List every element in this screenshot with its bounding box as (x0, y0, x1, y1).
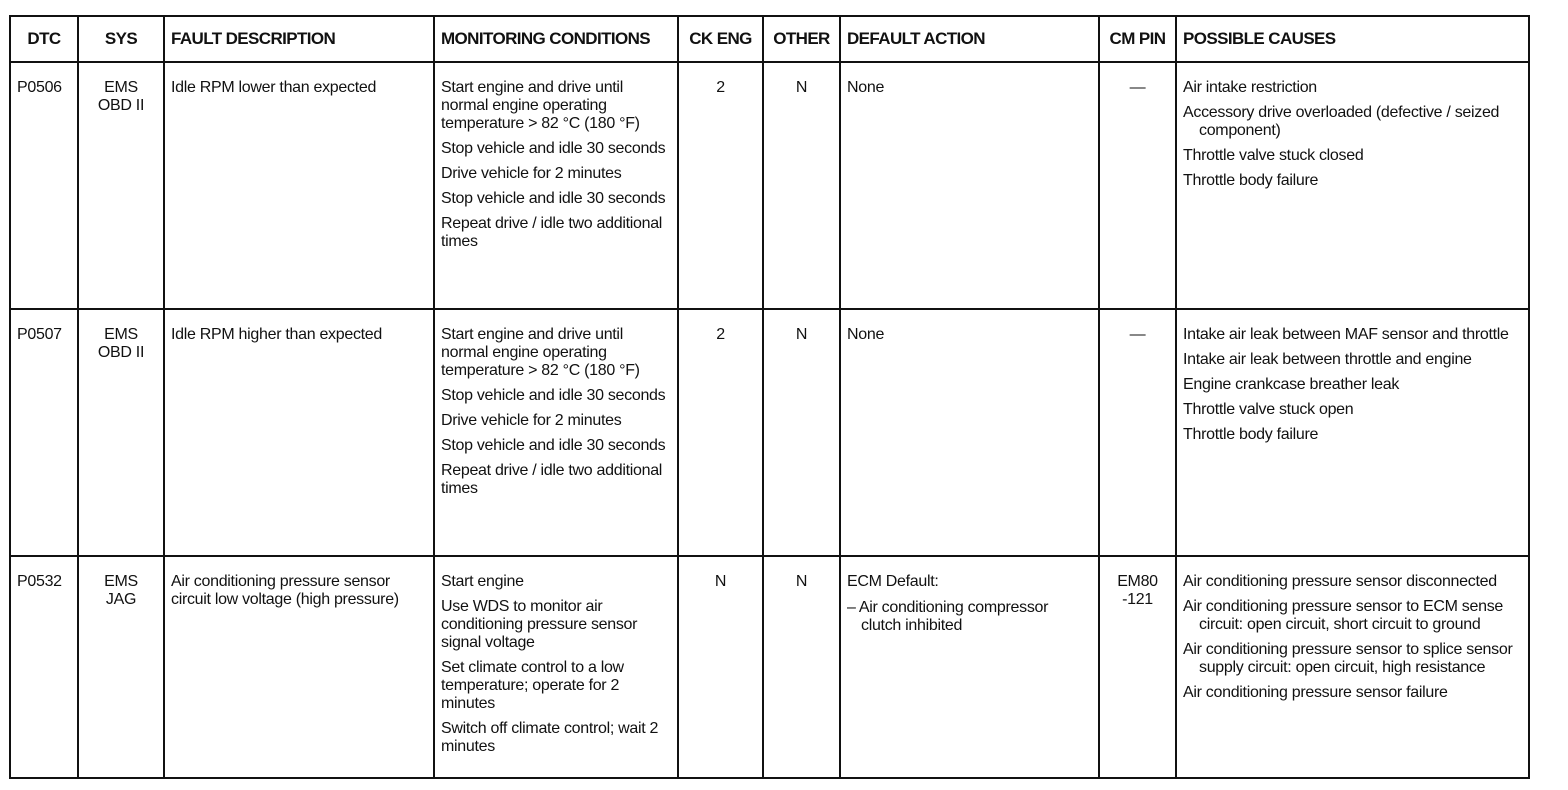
possible-causes-cell (1176, 309, 1529, 556)
ck-eng-cell: N (678, 556, 763, 778)
header-monitoring-conditions: MONITORING CONDITIONS (434, 16, 678, 62)
possible-cause: Intake air leak between throttle and engine (1183, 351, 1472, 368)
monitoring-step: Set climate control to a low temperature; operate for 2 minutes (441, 659, 624, 712)
fault-description-cell: Air conditioning pressure sensor circuit low voltage (high pressure) (164, 556, 434, 778)
default-action-title: None (847, 326, 885, 343)
header-row (10, 16, 1529, 62)
header-fault-description: FAULT DESCRIPTION (164, 16, 434, 62)
possible-cause: Engine crankcase breather leak (1183, 376, 1400, 393)
possible-cause: Air conditioning pressure sensor failure (1183, 684, 1448, 701)
cm-pin-cell: — (1099, 309, 1176, 556)
header-cm-pin: CM PIN (1099, 16, 1176, 62)
possible-cause: Air conditioning pressure sensor to splice sensor supply circuit: open circuit, high resistance (1183, 641, 1513, 676)
monitoring-step: Start engine and drive until normal engine operating temperature > 82 °C (180 °F) (441, 79, 640, 132)
monitoring-conditions-cell (434, 309, 678, 556)
monitoring-step: Drive vehicle for 2 minutes (441, 412, 622, 429)
other-cell: N (763, 556, 840, 778)
sys-line: OBD II (97, 97, 145, 114)
monitoring-step: Repeat drive / idle two additional times (441, 462, 663, 497)
header-default-action: DEFAULT ACTION (840, 16, 1099, 62)
possible-cause: Intake air leak between MAF sensor and throttle (1183, 326, 1509, 343)
cm-pin-cell: — (1099, 62, 1176, 309)
monitoring-step: Stop vehicle and idle 30 seconds (441, 387, 666, 404)
default-action-detail: – Air conditioning compressor clutch inhibited (847, 599, 1049, 634)
possible-cause: Throttle valve stuck open (1183, 401, 1354, 418)
table-row (10, 556, 1529, 778)
possible-cause: Accessory drive overloaded (defective / seized component) (1183, 104, 1500, 139)
monitoring-step: Stop vehicle and idle 30 seconds (441, 437, 666, 454)
sys-line: JAG (105, 591, 137, 608)
possible-cause: Throttle body failure (1183, 426, 1319, 443)
sys-cell (78, 62, 164, 309)
table-body (10, 62, 1529, 778)
ck-eng-cell: 2 (678, 309, 763, 556)
sys-line: OBD II (97, 344, 145, 361)
default-action-cell (840, 556, 1099, 778)
monitoring-step: Start engine and drive until normal engine operating temperature > 82 °C (180 °F) (441, 326, 640, 379)
table-row (10, 309, 1529, 556)
dtc-cell: P0507 (10, 309, 78, 556)
default-action-title: None (847, 79, 885, 96)
header-sys: SYS (78, 16, 164, 62)
possible-cause: Throttle valve stuck closed (1183, 147, 1364, 164)
dtc-table (9, 15, 1530, 779)
other-cell: N (763, 62, 840, 309)
table-row (10, 62, 1529, 309)
monitoring-step: Start engine (441, 573, 524, 590)
default-action-title: ECM Default: (847, 573, 939, 590)
default-action-cell (840, 309, 1099, 556)
monitoring-step: Repeat drive / idle two additional times (441, 215, 663, 250)
monitoring-step: Drive vehicle for 2 minutes (441, 165, 622, 182)
fault-description-cell: Idle RPM higher than expected (164, 309, 434, 556)
header-dtc: DTC (10, 16, 78, 62)
monitoring-conditions-cell (434, 62, 678, 309)
dtc-cell: P0506 (10, 62, 78, 309)
ck-eng-cell: 2 (678, 62, 763, 309)
monitoring-step: Stop vehicle and idle 30 seconds (441, 190, 666, 207)
monitoring-step: Stop vehicle and idle 30 seconds (441, 140, 666, 157)
monitoring-step: Use WDS to monitor air conditioning pressure sensor signal voltage (441, 598, 638, 651)
sys-line: EMS (104, 79, 138, 96)
default-action-cell (840, 62, 1099, 309)
monitoring-conditions-cell (434, 556, 678, 778)
header-ck-eng: CK ENG (678, 16, 763, 62)
sys-line: EMS (104, 573, 138, 590)
sys-cell (78, 309, 164, 556)
dtc-cell: P0532 (10, 556, 78, 778)
possible-causes-cell (1176, 62, 1529, 309)
monitoring-step: Switch off climate control; wait 2 minutes (441, 720, 659, 755)
possible-cause: Air intake restriction (1183, 79, 1317, 96)
sys-cell (78, 556, 164, 778)
cm-pin-cell: EM80 -121 (1099, 556, 1176, 778)
possible-cause: Air conditioning pressure sensor disconnected (1183, 573, 1497, 590)
fault-description-cell: Idle RPM lower than expected (164, 62, 434, 309)
header-possible-causes: POSSIBLE CAUSES (1176, 16, 1529, 62)
sys-line: EMS (104, 326, 138, 343)
possible-causes-cell (1176, 556, 1529, 778)
possible-cause: Air conditioning pressure sensor to ECM sense circuit: open circuit, short circuit to ground (1183, 598, 1503, 633)
header-other: OTHER (763, 16, 840, 62)
other-cell: N (763, 309, 840, 556)
possible-cause: Throttle body failure (1183, 172, 1319, 189)
